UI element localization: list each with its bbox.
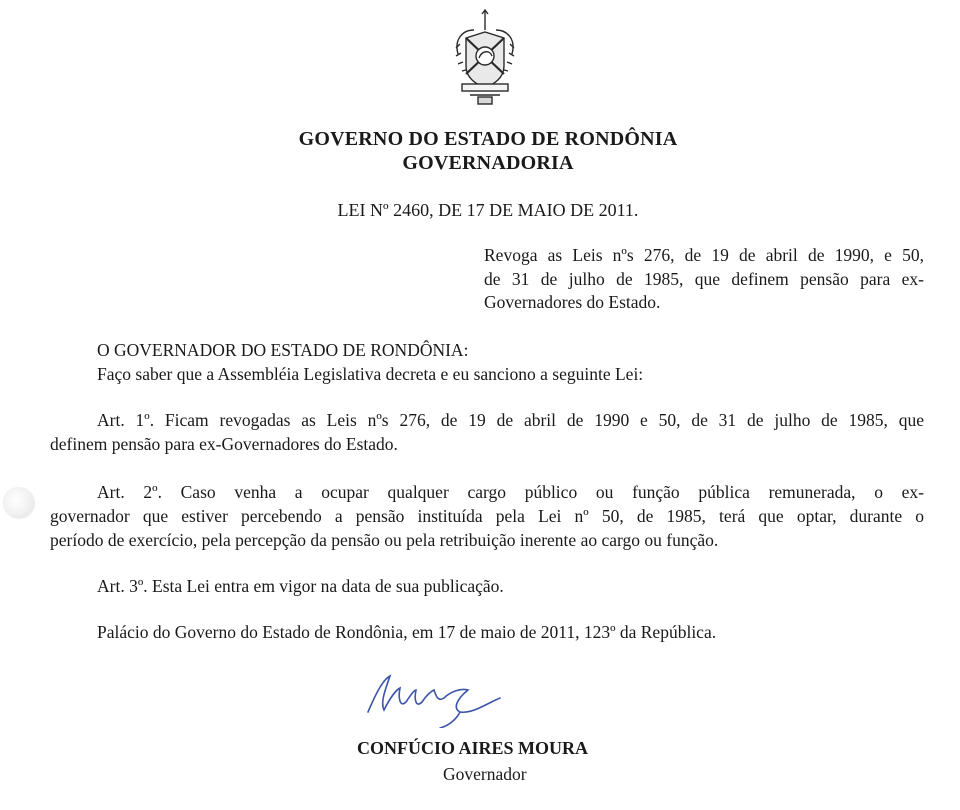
law-summary — [484, 244, 924, 315]
law-summary-line: de 31 de julho de 1985, que definem pensão para ex- — [484, 268, 924, 289]
closing-place-date: Palácio do Governo do Estado de Rondônia, em 17 de maio de 2011, 123º da República. — [97, 622, 717, 642]
signatory-role: Governador — [443, 764, 527, 784]
preamble-governor: O GOVERNADOR DO ESTADO DE RONDÔNIA: — [97, 340, 469, 360]
scan-artifact — [4, 488, 34, 518]
handwritten-signature — [360, 668, 530, 728]
article-2-line: período de exercício, pela percepção da pensão ou pela retribuição inerente ao cargo ou função. — [50, 530, 719, 550]
article-3: Art. 3º. Esta Lei entra em vigor na data de sua publicação. — [97, 576, 504, 596]
department-header: GOVERNADORIA — [402, 152, 574, 174]
state-coat-of-arms — [444, 8, 526, 108]
signatory-name: CONFÚCIO AIRES MOURA — [357, 738, 589, 758]
article-2-line: Art. 2º. Caso venha a ocupar qualquer cargo público ou função pública remunerada, o ex- — [97, 482, 924, 502]
article-1-line: definem pensão para ex-Governadores do Estado. — [50, 434, 398, 454]
law-summary-line: Revoga as Leis nºs 276, de 19 de abril de 1990, e 50, — [484, 245, 924, 265]
preamble-enactment: Faço saber que a Assembléia Legislativa decreta e eu sanciono a seguinte Lei: — [97, 364, 644, 384]
article-1-line: Art. 1º. Ficam revogadas as Leis nºs 276, de 19 de abril de 1990 e 50, de 31 de julho de 1985, que — [97, 410, 924, 430]
government-header: GOVERNO DO ESTADO DE RONDÔNIA — [298, 128, 678, 150]
article-2-line: governador que estiver percebendo a pensão instituída pela Lei nº 50, de 1985, terá que optar, durante o — [50, 506, 924, 526]
law-title: LEI Nº 2460, DE 17 DE MAIO DE 2011. — [337, 200, 639, 220]
law-summary-line: Governadores do Estado. — [484, 292, 661, 313]
